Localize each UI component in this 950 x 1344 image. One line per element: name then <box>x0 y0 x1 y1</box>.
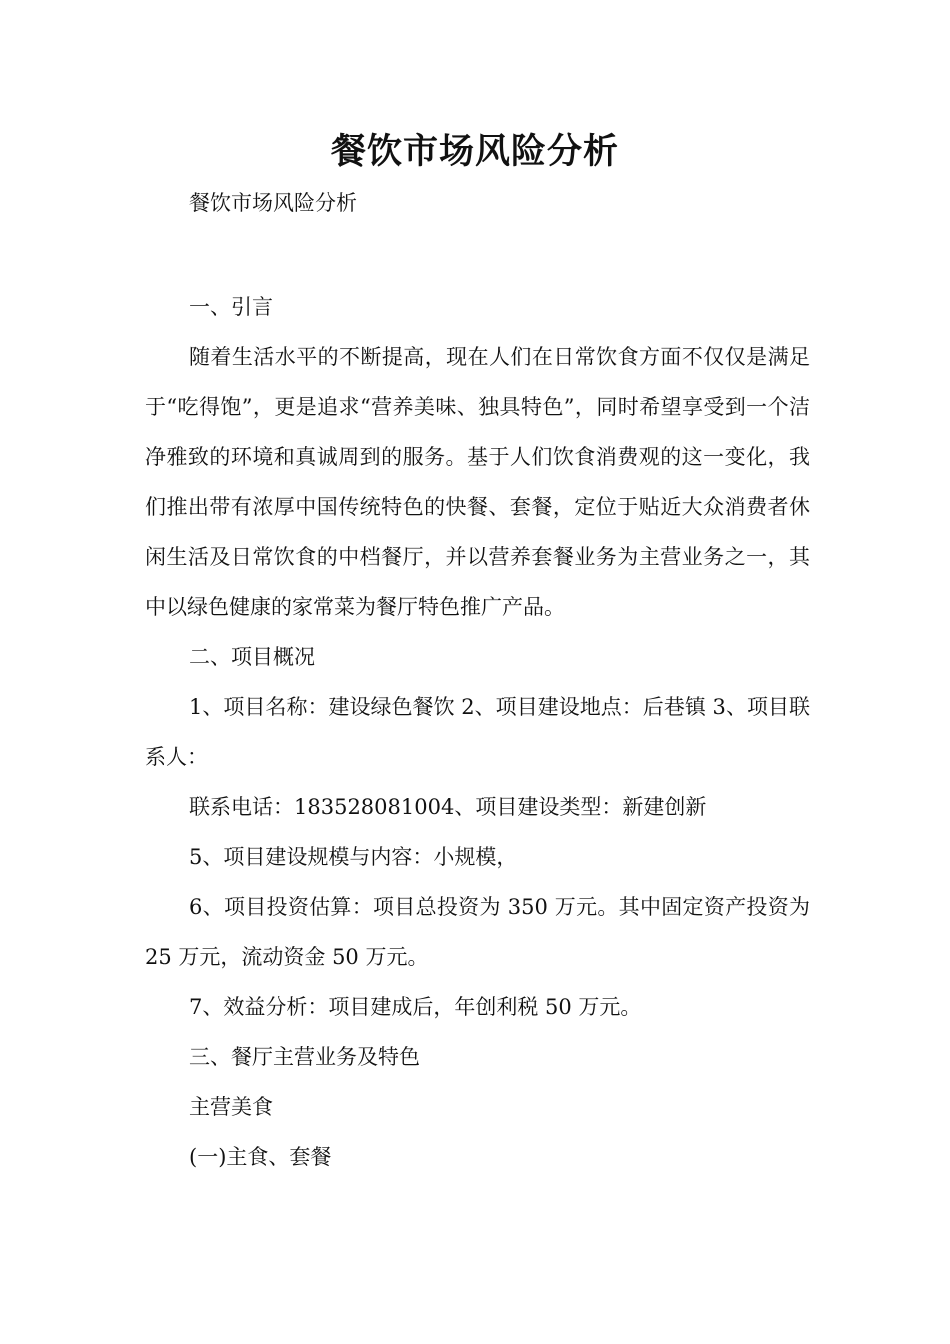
introduction-paragraph: 随着生活水平的不断提高，现在人们在日常饮食方面不仅仅是满足于“吃得饱”，更是追求“营养美味、独具特色”，同时希望享受到一个洁净雅致的环境和真诚周到的服务。基于人们饮食消费观的这一变化，我们推出带有浓厚中国传统特色的快餐、套餐，定位于贴近大众消费者休闲生活及日常饮食的中档餐厅，并以营养套餐业务为主营业务之一，其中以绿色健康的家常菜为餐厅特色推广产品。 <box>145 345 810 619</box>
project-item-contact-type: 联系电话：183528081004、项目建设类型：新建创新 <box>189 795 707 819</box>
project-item-name-location: 1、项目名称：建设绿色餐饮 2、项目建设地点：后巷镇 3、项目联系人： <box>145 695 810 769</box>
project-item-benefit: 7、效益分析：项目建成后，年创利税 50 万元。 <box>189 995 642 1019</box>
section-heading-project-overview: 二、项目概况 <box>189 645 315 669</box>
document-title: 餐饮市场风险分析 <box>330 132 619 172</box>
subtitle-paragraph: 餐饮市场风险分析 <box>189 191 357 215</box>
blank-gap <box>145 228 810 282</box>
section-heading-introduction: 一、引言 <box>189 295 273 319</box>
section-heading-main-business: 三、餐厅主营业务及特色 <box>189 1045 420 1069</box>
subheading-main-cuisine: 主营美食 <box>189 1095 273 1119</box>
project-item-investment: 6、项目投资估算：项目总投资为 350 万元。其中固定资产投资为 25 万元，流动资金 50 万元。 <box>145 895 810 969</box>
project-item-scale: 5、项目建设规模与内容：小规模， <box>189 845 518 869</box>
document-body <box>145 178 810 1182</box>
subheading-staple-set-meal: (一)主食、套餐 <box>189 1145 332 1169</box>
